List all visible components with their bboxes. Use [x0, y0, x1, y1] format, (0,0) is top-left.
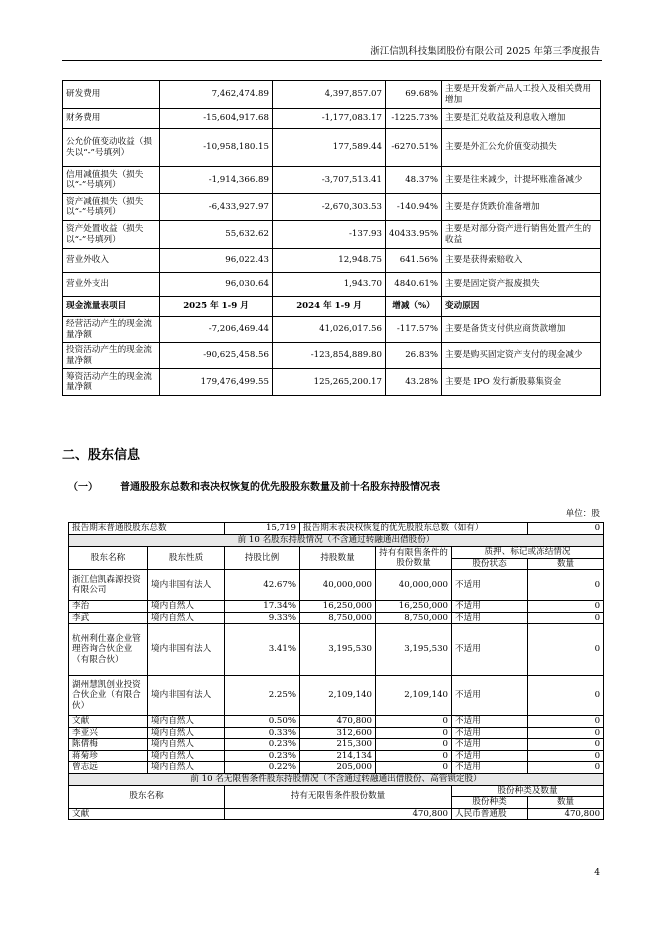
shareholder-name: 杭州利仕嘉企业管理咨询合伙企业（有限合伙）: [69, 624, 148, 676]
item-cell: 信用减值损失（损失以“-”号填列）: [63, 167, 160, 194]
shareholder-status: 不适用: [452, 727, 528, 739]
shareholder-status: 不适用: [452, 739, 528, 751]
current-value-cell: -90,625,458.56: [160, 343, 273, 369]
shareholder-count: 0: [528, 601, 604, 613]
previous-value-cell: -1,177,083.17: [273, 109, 386, 129]
reason-cell: 主要是外汇公允价值变动损失: [442, 129, 601, 167]
unrestricted-qty: 470,800: [225, 808, 452, 820]
shareholder-qty: 3,195,530: [300, 624, 376, 676]
unrestricted-row: [69, 808, 604, 820]
unrestricted-count: 470,800: [528, 808, 604, 820]
shareholder-qty: 214,134: [300, 750, 376, 762]
total-value: 15,719: [225, 523, 300, 535]
reason-cell: 主要是往来减少，计提坏账准备减少: [442, 167, 601, 194]
table-row: [63, 273, 601, 297]
shareholder-nature: 境内非国有法人: [148, 676, 225, 716]
shareholder-row: [69, 716, 604, 728]
cashflow-header-row: [63, 297, 601, 317]
shareholder-row: [69, 750, 604, 762]
unrestricted-header-qty: 持有无限售条件股份数量: [225, 785, 452, 808]
table-row: [63, 317, 601, 343]
shareholder-restricted: 0: [376, 716, 452, 728]
shareholder-row: [69, 739, 604, 751]
table-row: [63, 109, 601, 129]
shareholder-qty: 8,750,000: [300, 612, 376, 624]
cashflow-header-change: 增减（%）: [386, 297, 442, 317]
unrestricted-name: 文献: [69, 808, 225, 820]
current-value-cell: -1,914,366.89: [160, 167, 273, 194]
table-row: [63, 221, 601, 249]
shareholder-row: [69, 612, 604, 624]
shareholder-nature: 境内自然人: [148, 750, 225, 762]
current-value-cell: 55,632.62: [160, 221, 273, 249]
pref-label: 报告期末表决权恢复的优先股股东总数（如有）: [300, 523, 528, 535]
top10-title: 前 10 名股东持股情况（不含通过转融通出借股份）: [69, 535, 604, 547]
shareholder-name: 文献: [69, 716, 148, 728]
current-value-cell: -6,433,927.97: [160, 194, 273, 221]
previous-value-cell: 125,265,200.17: [273, 369, 386, 396]
shareholder-nature: 境内自然人: [148, 612, 225, 624]
table-row: [63, 249, 601, 273]
shareholder-ratio: 0.23%: [225, 739, 300, 751]
unrestricted-header-name: 股东名称: [69, 785, 225, 808]
cashflow-header-current: 2025 年 1-9 月: [160, 297, 273, 317]
item-cell: 投资活动产生的现金流量净额: [63, 343, 160, 369]
item-cell: 公允价值变动收益（损失以“-”号填列）: [63, 129, 160, 167]
shareholder-status: 不适用: [452, 676, 528, 716]
sub-section-title: [68, 478, 462, 493]
shareholder-qty: 470,800: [300, 716, 376, 728]
shareholder-name: 陈倩梅: [69, 739, 148, 751]
shareholder-count: 0: [528, 612, 604, 624]
shareholder-name: 李武: [69, 612, 148, 624]
shareholder-restricted: 0: [376, 750, 452, 762]
previous-value-cell: -3,707,513.41: [273, 167, 386, 194]
cashflow-header-reason: 变动原因: [442, 297, 601, 317]
reason-cell: 主要是对部分资产进行销售处置产生的收益: [442, 221, 601, 249]
shareholder-row: [69, 624, 604, 676]
shareholder-status: 不适用: [452, 716, 528, 728]
header-rule: [62, 60, 602, 61]
item-cell: 经营活动产生的现金流量净额: [63, 317, 160, 343]
shareholder-name: 李治: [69, 601, 148, 613]
shareholder-count: 0: [528, 716, 604, 728]
reason-cell: 主要是购买固定资产支付的现金减少: [442, 343, 601, 369]
shareholder-qty: 2,109,140: [300, 676, 376, 716]
shareholder-row: [69, 727, 604, 739]
shareholder-ratio: 0.22%: [225, 762, 300, 774]
header-count: 数量: [528, 558, 604, 570]
current-value-cell: -15,604,917.68: [160, 109, 273, 129]
shareholder-status: 不适用: [452, 612, 528, 624]
current-value-cell: -7,206,469.44: [160, 317, 273, 343]
shareholder-restricted: 0: [376, 762, 452, 774]
table-row: [63, 343, 601, 369]
reason-cell: 主要是备货支付供应商货款增加: [442, 317, 601, 343]
shareholder-row: [69, 601, 604, 613]
previous-value-cell: 4,397,857.07: [273, 81, 386, 109]
shareholder-qty: 312,600: [300, 727, 376, 739]
reason-cell: 主要是 IPO 发行新股募集资金: [442, 369, 601, 396]
total-row: [69, 523, 604, 535]
reason-cell: 主要是存货跌价准备增加: [442, 194, 601, 221]
report-header: 浙江信凯科技集团股份有限公司 2025 年第三季度报告: [370, 46, 600, 57]
shareholder-ratio: 42.67%: [225, 570, 300, 601]
shareholder-count: 0: [528, 739, 604, 751]
shareholder-status: 不适用: [452, 570, 528, 601]
table-row: [63, 129, 601, 167]
shareholder-qty: 16,250,000: [300, 601, 376, 613]
shareholder-restricted: 0: [376, 739, 452, 751]
previous-value-cell: 177,589.44: [273, 129, 386, 167]
sub-section-text: 普通股股东总数和表决权恢复的优先股股东数量及前十名股东持股情况表: [120, 482, 440, 493]
change-cell: -140.94%: [386, 194, 442, 221]
change-cell: 40433.95%: [386, 221, 442, 249]
previous-value-cell: -2,670,303.53: [273, 194, 386, 221]
section-title: 二、股东信息: [62, 448, 141, 463]
shareholder-status: 不适用: [452, 762, 528, 774]
change-cell: 641.56%: [386, 249, 442, 273]
cashflow-header-previous: 2024 年 1-9 月: [273, 297, 386, 317]
item-cell: 资产处置收益（损失以“-”号填列）: [63, 221, 160, 249]
previous-value-cell: 1,943.70: [273, 273, 386, 297]
change-cell: 48.37%: [386, 167, 442, 194]
current-value-cell: 96,030.64: [160, 273, 273, 297]
shareholder-name: 湖州慧凯创业投资合伙企业（有限合伙）: [69, 676, 148, 716]
reason-cell: 主要是固定资产报废损失: [442, 273, 601, 297]
shareholder-restricted: 16,250,000: [376, 601, 452, 613]
shareholder-restricted: 2,109,140: [376, 676, 452, 716]
cashflow-header-item: 现金流量表项目: [63, 297, 160, 317]
shareholder-restricted: 40,000,000: [376, 570, 452, 601]
shareholder-count: 0: [528, 750, 604, 762]
shareholder-nature: 境内自然人: [148, 739, 225, 751]
change-cell: 43.28%: [386, 369, 442, 396]
shareholder-ratio: 9.33%: [225, 612, 300, 624]
shareholder-name: 李亚兴: [69, 727, 148, 739]
shareholder-nature: 境内非国有法人: [148, 624, 225, 676]
change-cell: 69.68%: [386, 81, 442, 109]
table-row: [63, 167, 601, 194]
item-cell: 营业外支出: [63, 273, 160, 297]
item-cell: 资产减值损失（损失以“-”号填列）: [63, 194, 160, 221]
change-cell: 26.83%: [386, 343, 442, 369]
shareholder-qty: 205,000: [300, 762, 376, 774]
current-value-cell: 179,476,499.55: [160, 369, 273, 396]
shareholder-nature: 境内非国有法人: [148, 570, 225, 601]
change-cell: 4840.61%: [386, 273, 442, 297]
unrestricted-header-count: 数量: [528, 797, 604, 809]
shareholder-status: 不适用: [452, 624, 528, 676]
previous-value-cell: 41,026,017.56: [273, 317, 386, 343]
shareholder-nature: 境内自然人: [148, 601, 225, 613]
shareholder-row: [69, 676, 604, 716]
income-cashflow-table: [62, 80, 601, 396]
current-value-cell: -10,958,180.15: [160, 129, 273, 167]
reason-cell: 主要是汇兑收益及利息收入增加: [442, 109, 601, 129]
current-value-cell: 96,022.43: [160, 249, 273, 273]
unrestricted-header-row-1: [69, 785, 604, 797]
unrestricted-title: 前 10 名无限售条件股东持股情况（不含通过转融通出借股份、高管锁定股）: [69, 773, 604, 785]
unrestricted-header-type: 股份种类: [452, 797, 528, 809]
shareholder-ratio: 0.33%: [225, 727, 300, 739]
shareholder-name: 浙江信凯森源投资有限公司: [69, 570, 148, 601]
shareholder-nature: 境内自然人: [148, 727, 225, 739]
header-nature: 股东性质: [148, 547, 225, 570]
unrestricted-header-type-group: 股份种类及数量: [452, 785, 604, 797]
shareholder-ratio: 2.25%: [225, 676, 300, 716]
shareholder-status: 不适用: [452, 601, 528, 613]
previous-value-cell: 12,948.75: [273, 249, 386, 273]
page-number: 4: [594, 868, 600, 878]
shareholder-count: 0: [528, 762, 604, 774]
total-label: 报告期末普通股股东总数: [69, 523, 225, 535]
change-cell: -117.57%: [386, 317, 442, 343]
shareholder-ratio: 17.34%: [225, 601, 300, 613]
header-pledge: 质押、标记或冻结情况: [452, 547, 604, 559]
shareholder-count: 0: [528, 570, 604, 601]
shareholder-count: 0: [528, 676, 604, 716]
shareholder-nature: 境内自然人: [148, 762, 225, 774]
sub-section-number: （一）: [68, 482, 98, 493]
previous-value-cell: -123,854,889.80: [273, 343, 386, 369]
shareholder-row: [69, 570, 604, 601]
table-row: [63, 194, 601, 221]
reason-cell: 主要是获得索赔收入: [442, 249, 601, 273]
header-row-1: [69, 547, 604, 559]
shareholder-qty: 40,000,000: [300, 570, 376, 601]
shareholder-name: 曾志远: [69, 762, 148, 774]
shareholder-name: 蒋菊珍: [69, 750, 148, 762]
header-ratio: 持股比例: [225, 547, 300, 570]
top10-title-row: [69, 535, 604, 547]
item-cell: 研发费用: [63, 81, 160, 109]
item-cell: 财务费用: [63, 109, 160, 129]
unit-label: 单位：股: [565, 509, 600, 519]
shareholder-qty: 215,300: [300, 739, 376, 751]
item-cell: 筹资活动产生的现金流量净额: [63, 369, 160, 396]
header-qty: 持股数量: [300, 547, 376, 570]
previous-value-cell: -137.93: [273, 221, 386, 249]
shareholder-restricted: 0: [376, 727, 452, 739]
shareholder-restricted: 8,750,000: [376, 612, 452, 624]
change-cell: -1225.73%: [386, 109, 442, 129]
shareholder-count: 0: [528, 727, 604, 739]
shareholder-ratio: 0.50%: [225, 716, 300, 728]
unrestricted-title-row: [69, 773, 604, 785]
table-row: [63, 81, 601, 109]
unrestricted-type: 人民币普通股: [452, 808, 528, 820]
shareholder-table: [68, 522, 604, 820]
shareholder-row: [69, 762, 604, 774]
header-restricted: 持有有限售条件的股份数量: [376, 547, 452, 570]
table-row: [63, 369, 601, 396]
current-value-cell: 7,462,474.89: [160, 81, 273, 109]
shareholder-count: 0: [528, 624, 604, 676]
header-name: 股东名称: [69, 547, 148, 570]
shareholder-ratio: 3.41%: [225, 624, 300, 676]
shareholder-ratio: 0.23%: [225, 750, 300, 762]
pref-value: 0: [528, 523, 604, 535]
reason-cell: 主要是开发新产品人工投入及相关费用增加: [442, 81, 601, 109]
shareholder-restricted: 3,195,530: [376, 624, 452, 676]
change-cell: -6270.51%: [386, 129, 442, 167]
item-cell: 营业外收入: [63, 249, 160, 273]
shareholder-nature: 境内自然人: [148, 716, 225, 728]
header-status: 股份状态: [452, 558, 528, 570]
shareholder-status: 不适用: [452, 750, 528, 762]
